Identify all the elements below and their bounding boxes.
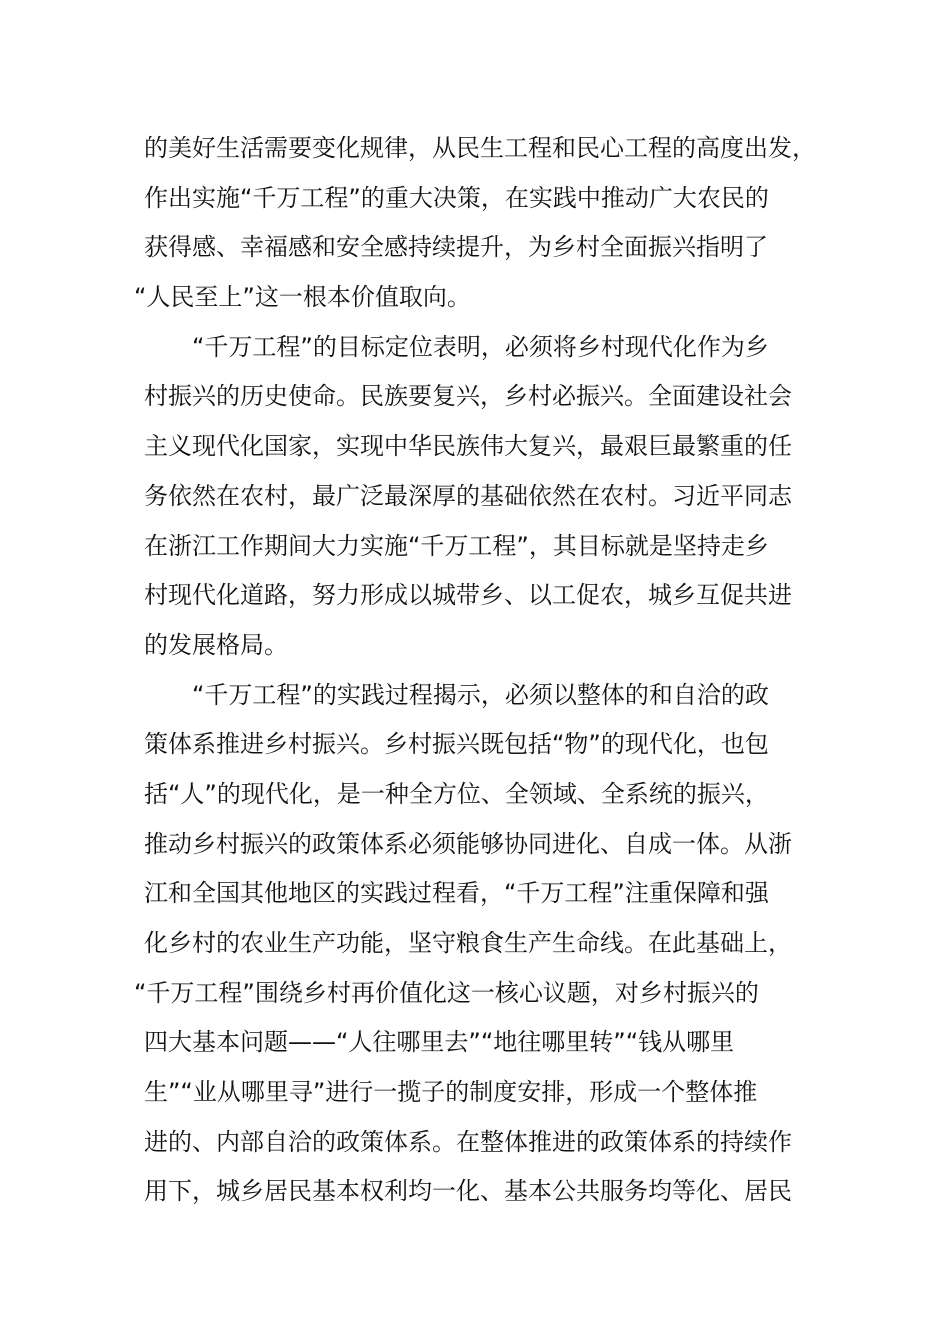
- paragraph-first-line: “千万工程”的目标定位表明，必须将乡村现代化作为乡: [192, 332, 769, 361]
- text-line: 的美好生活需要变化规律，从民生工程和民心工程的高度出发，: [144, 134, 816, 162]
- text-line: 化乡村的农业生产功能，坚守粮食生产生命线。在此基础上，: [144, 929, 792, 957]
- text-line: 作出实施“千万工程”的重大决策，在实践中推动广大农民的: [144, 183, 769, 212]
- text-line: 主义现代化国家，实现中华民族伟大复兴，最艰巨最繁重的任: [144, 432, 792, 461]
- document-body: [134, 124, 816, 1217]
- text-line: 村现代化道路，努力形成以城带乡、以工促农，城乡互促共进: [144, 581, 792, 610]
- text-line: 进的、内部自洽的政策体系。在整体推进的政策体系的持续作: [144, 1127, 792, 1156]
- text-line: “千万工程”围绕乡村再价值化这一核心议题，对乡村振兴的: [134, 978, 759, 1007]
- text-line: “人民至上”这一根本价值取向。: [134, 283, 471, 312]
- text-line: 获得感、幸福感和安全感持续提升，为乡村全面振兴指明了: [144, 233, 768, 262]
- text-line: 四大基本问题——“人往哪里去”“地往哪里转”“钱从哪里: [144, 1028, 735, 1057]
- text-line: 在浙江工作期间大力实施“千万工程”，其目标就是坚持走乡: [144, 531, 769, 560]
- text-line: 的发展格局。: [144, 630, 288, 659]
- text-line: 用下，城乡居民基本权利均一化、基本公共服务均等化、居民: [144, 1177, 792, 1206]
- text-line: 推动乡村振兴的政策体系必须能够协同进化、自成一体。从浙: [144, 829, 792, 858]
- text-line: 村振兴的历史使命。民族要复兴，乡村必振兴。全面建设社会: [144, 382, 792, 411]
- text-line: 务依然在农村，最广泛最深厚的基础依然在农村。习近平同志: [144, 481, 792, 510]
- text-line: 江和全国其他地区的实践过程看，“千万工程”注重保障和强: [144, 879, 769, 908]
- text-line: 括“人”的现代化，是一种全方位、全领域、全系统的振兴，: [144, 779, 769, 808]
- text-line: 策体系推进乡村振兴。乡村振兴既包括“物”的现代化，也包: [144, 730, 769, 759]
- paragraph-first-line: “千万工程”的实践过程揭示，必须以整体的和自洽的政: [192, 680, 769, 709]
- text-line: 生”“业从哪里寻”进行一揽子的制度安排，形成一个整体推: [144, 1078, 758, 1107]
